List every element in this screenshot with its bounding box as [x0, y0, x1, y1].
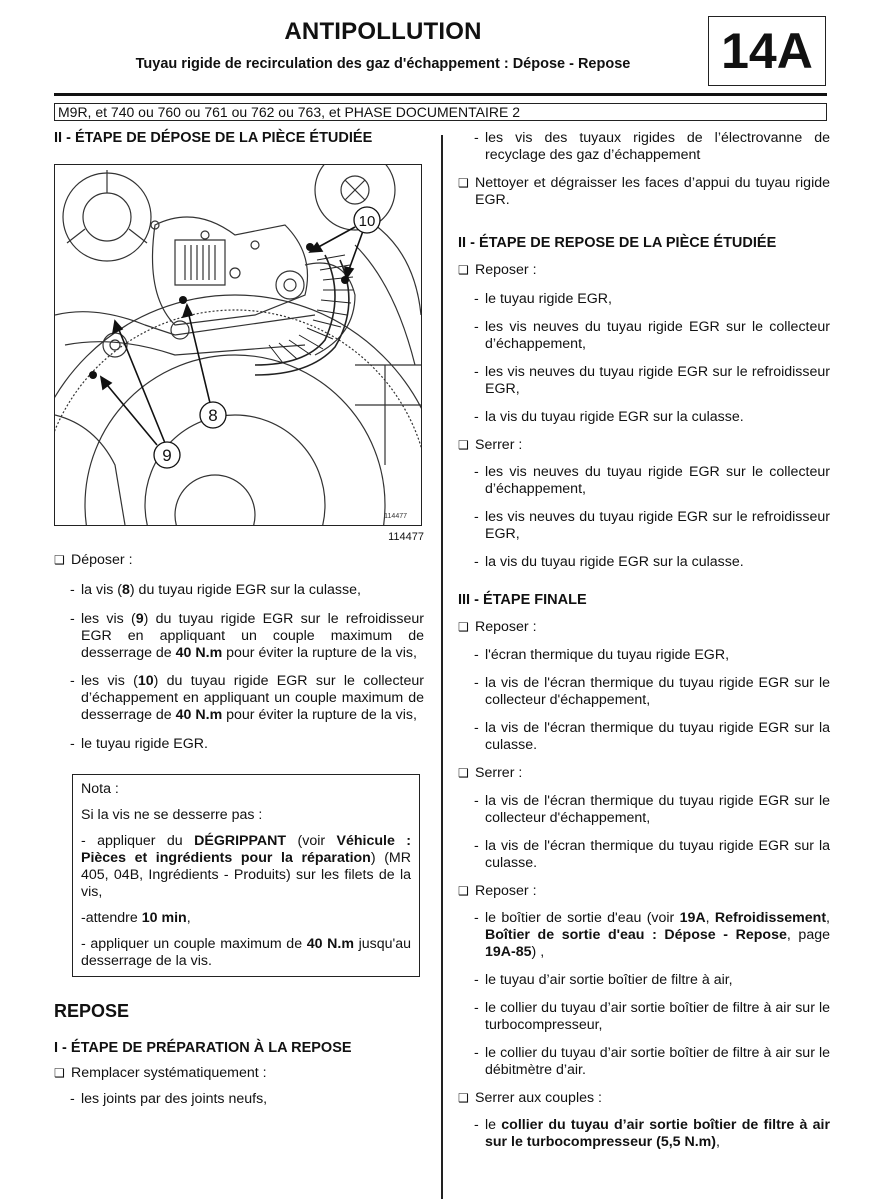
applicability-box: M9R, et 740 ou 760 ou 761 ou 762 ou 763, et PHASE DOCUMENTAIRE 2 — [54, 103, 827, 121]
checkbox-icon: ❑ — [54, 1066, 65, 1080]
list-item: - la vis de l'écran thermique du tuyau rigide EGR sur le collecteur d'échappement, — [474, 793, 830, 826]
left-column — [54, 130, 424, 1108]
header-rule — [54, 93, 827, 96]
nota-line: -attendre 10 min, — [81, 910, 191, 926]
list-item: - la vis de l'écran thermique du tuyau rigide EGR sur la culasse. — [474, 838, 830, 871]
figure-inner-id: 114477 — [384, 513, 407, 520]
list-item: - les joints par des joints neufs, — [70, 1091, 268, 1107]
step-serrer: ❑ Serrer : — [458, 765, 523, 781]
list-item: - le collier du tuyau d’air sortie boîtier de filtre à air sur le turbocompresseur (5,5 N.m), — [474, 1117, 830, 1150]
step-serrer-couples: ❑ Serrer aux couples : — [458, 1090, 602, 1106]
list-item: - les vis neuves du tuyau rigide EGR sur le collecteur d’échappement, — [474, 319, 830, 352]
engine-figure — [54, 164, 422, 526]
step-remplacer: ❑ Remplacer systématiquement : — [54, 1065, 267, 1081]
svg-text:9: 9 — [162, 446, 172, 465]
callout-8 — [200, 402, 226, 428]
list-item: - les vis neuves du tuyau rigide EGR sur le collecteur d’échappement, — [474, 464, 830, 497]
checkbox-icon: ❑ — [458, 1091, 469, 1105]
list-item: - le tuyau rigide EGR. — [70, 736, 208, 752]
checkbox-icon: ❑ — [458, 620, 469, 634]
step-nettoyer: ❑ Nettoyer et dégraisser les faces d’appui du tuyau rigide EGR. — [458, 175, 830, 208]
section-code: 14A — [708, 16, 826, 86]
list-item: - le boîtier de sortie d'eau (voir 19A, Refroidissement, Boîtier de sortie d'eau : Dépose - Repose, page 19A-85) , — [474, 910, 830, 960]
callout-9 — [154, 442, 180, 468]
step-reposer: ❑ Reposer : — [458, 883, 537, 899]
list-item: - le collier du tuyau d’air sortie boîtier de filtre à air sur le turbocompresseur, — [474, 1000, 830, 1033]
section-heading-depose: II - ÉTAPE DE DÉPOSE DE LA PIÈCE ÉTUDIÉE — [54, 130, 373, 146]
page-title: ANTIPOLLUTION — [284, 18, 482, 45]
nota-line: - appliquer un couple maximum de 40 N.m jusqu'au desserrage de la vis. — [81, 936, 411, 969]
step-reposer: ❑ Reposer : — [458, 262, 537, 278]
section-heading-repose: II - ÉTAPE DE REPOSE DE LA PIÈCE ÉTUDIÉE — [458, 235, 777, 251]
list-item: - la vis de l'écran thermique du tuyau rigide EGR sur la culasse. — [474, 720, 830, 753]
step-reposer: ❑ Reposer : — [458, 619, 537, 635]
engine-illustration — [55, 165, 421, 525]
callout-10 — [354, 207, 380, 233]
step-serrer: ❑ Serrer : — [458, 437, 523, 453]
section-heading-preparation: I - ÉTAPE DE PRÉPARATION À LA REPOSE — [54, 1040, 352, 1056]
list-item: - la vis du tuyau rigide EGR sur la culasse. — [474, 409, 744, 425]
svg-text:8: 8 — [208, 406, 218, 425]
list-item: - le collier du tuyau d’air sortie boîtier de filtre à air sur le débitmètre d’air. — [474, 1045, 830, 1078]
list-item: - la vis de l'écran thermique du tuyau rigide EGR sur le collecteur d'échappement, — [474, 675, 830, 708]
list-item: - les vis neuves du tuyau rigide EGR sur le refroidisseur EGR, — [474, 364, 830, 397]
column-divider — [441, 135, 443, 1199]
list-item: - l'écran thermique du tuyau rigide EGR, — [474, 647, 730, 663]
checkbox-icon: ❑ — [458, 176, 469, 190]
list-item: - le tuyau d’air sortie boîtier de filtre à air, — [474, 972, 733, 988]
section-heading-finale: III - ÉTAPE FINALE — [458, 592, 587, 608]
list-item: - les vis (9) du tuyau rigide EGR sur le refroidisseur EGR en appliquant un couple maximum de desserrage de 40 N.m pour éviter la rupture de la vis, — [70, 611, 424, 661]
list-item: - la vis (8) du tuyau rigide EGR sur la culasse, — [70, 582, 361, 598]
checkbox-icon: ❑ — [458, 766, 469, 780]
nota-box — [72, 774, 420, 977]
repose-title: REPOSE — [54, 1001, 130, 1021]
list-item: - la vis du tuyau rigide EGR sur la culasse. — [474, 554, 744, 570]
checkbox-icon: ❑ — [54, 553, 65, 567]
nota-line: - appliquer du DÉGRIPPANT (voir Véhicule : Pièces et ingrédients pour la réparation) (MR 405, 04B, Ingrédients - Produits) sur les filets de la vis, — [81, 833, 412, 900]
list-item: - les vis des tuyaux rigides de l’électrovanne de recyclage des gaz d’échappement — [474, 130, 830, 163]
list-item: - les vis neuves du tuyau rigide EGR sur le refroidisseur EGR, — [474, 509, 830, 542]
page-subtitle: Tuyau rigide de recirculation des gaz d'échappement : Dépose - Repose — [135, 56, 631, 72]
step-deposer: ❑ Déposer : — [54, 552, 133, 568]
nota-line: Si la vis ne se desserre pas : — [81, 807, 263, 823]
checkbox-icon: ❑ — [458, 884, 469, 898]
list-item: - le tuyau rigide EGR, — [474, 291, 612, 307]
list-item: - les vis (10) du tuyau rigide EGR sur le collecteur d’échappement en appliquant un couple maximum de desserrage de 40 N.m pour éviter la rupture de la vis, — [70, 673, 424, 723]
right-column — [458, 130, 830, 1151]
checkbox-icon: ❑ — [458, 438, 469, 452]
checkbox-icon: ❑ — [458, 263, 469, 277]
figure-id: 114477 — [388, 531, 424, 543]
svg-text:10: 10 — [358, 213, 376, 230]
nota-label: Nota : — [81, 781, 119, 797]
